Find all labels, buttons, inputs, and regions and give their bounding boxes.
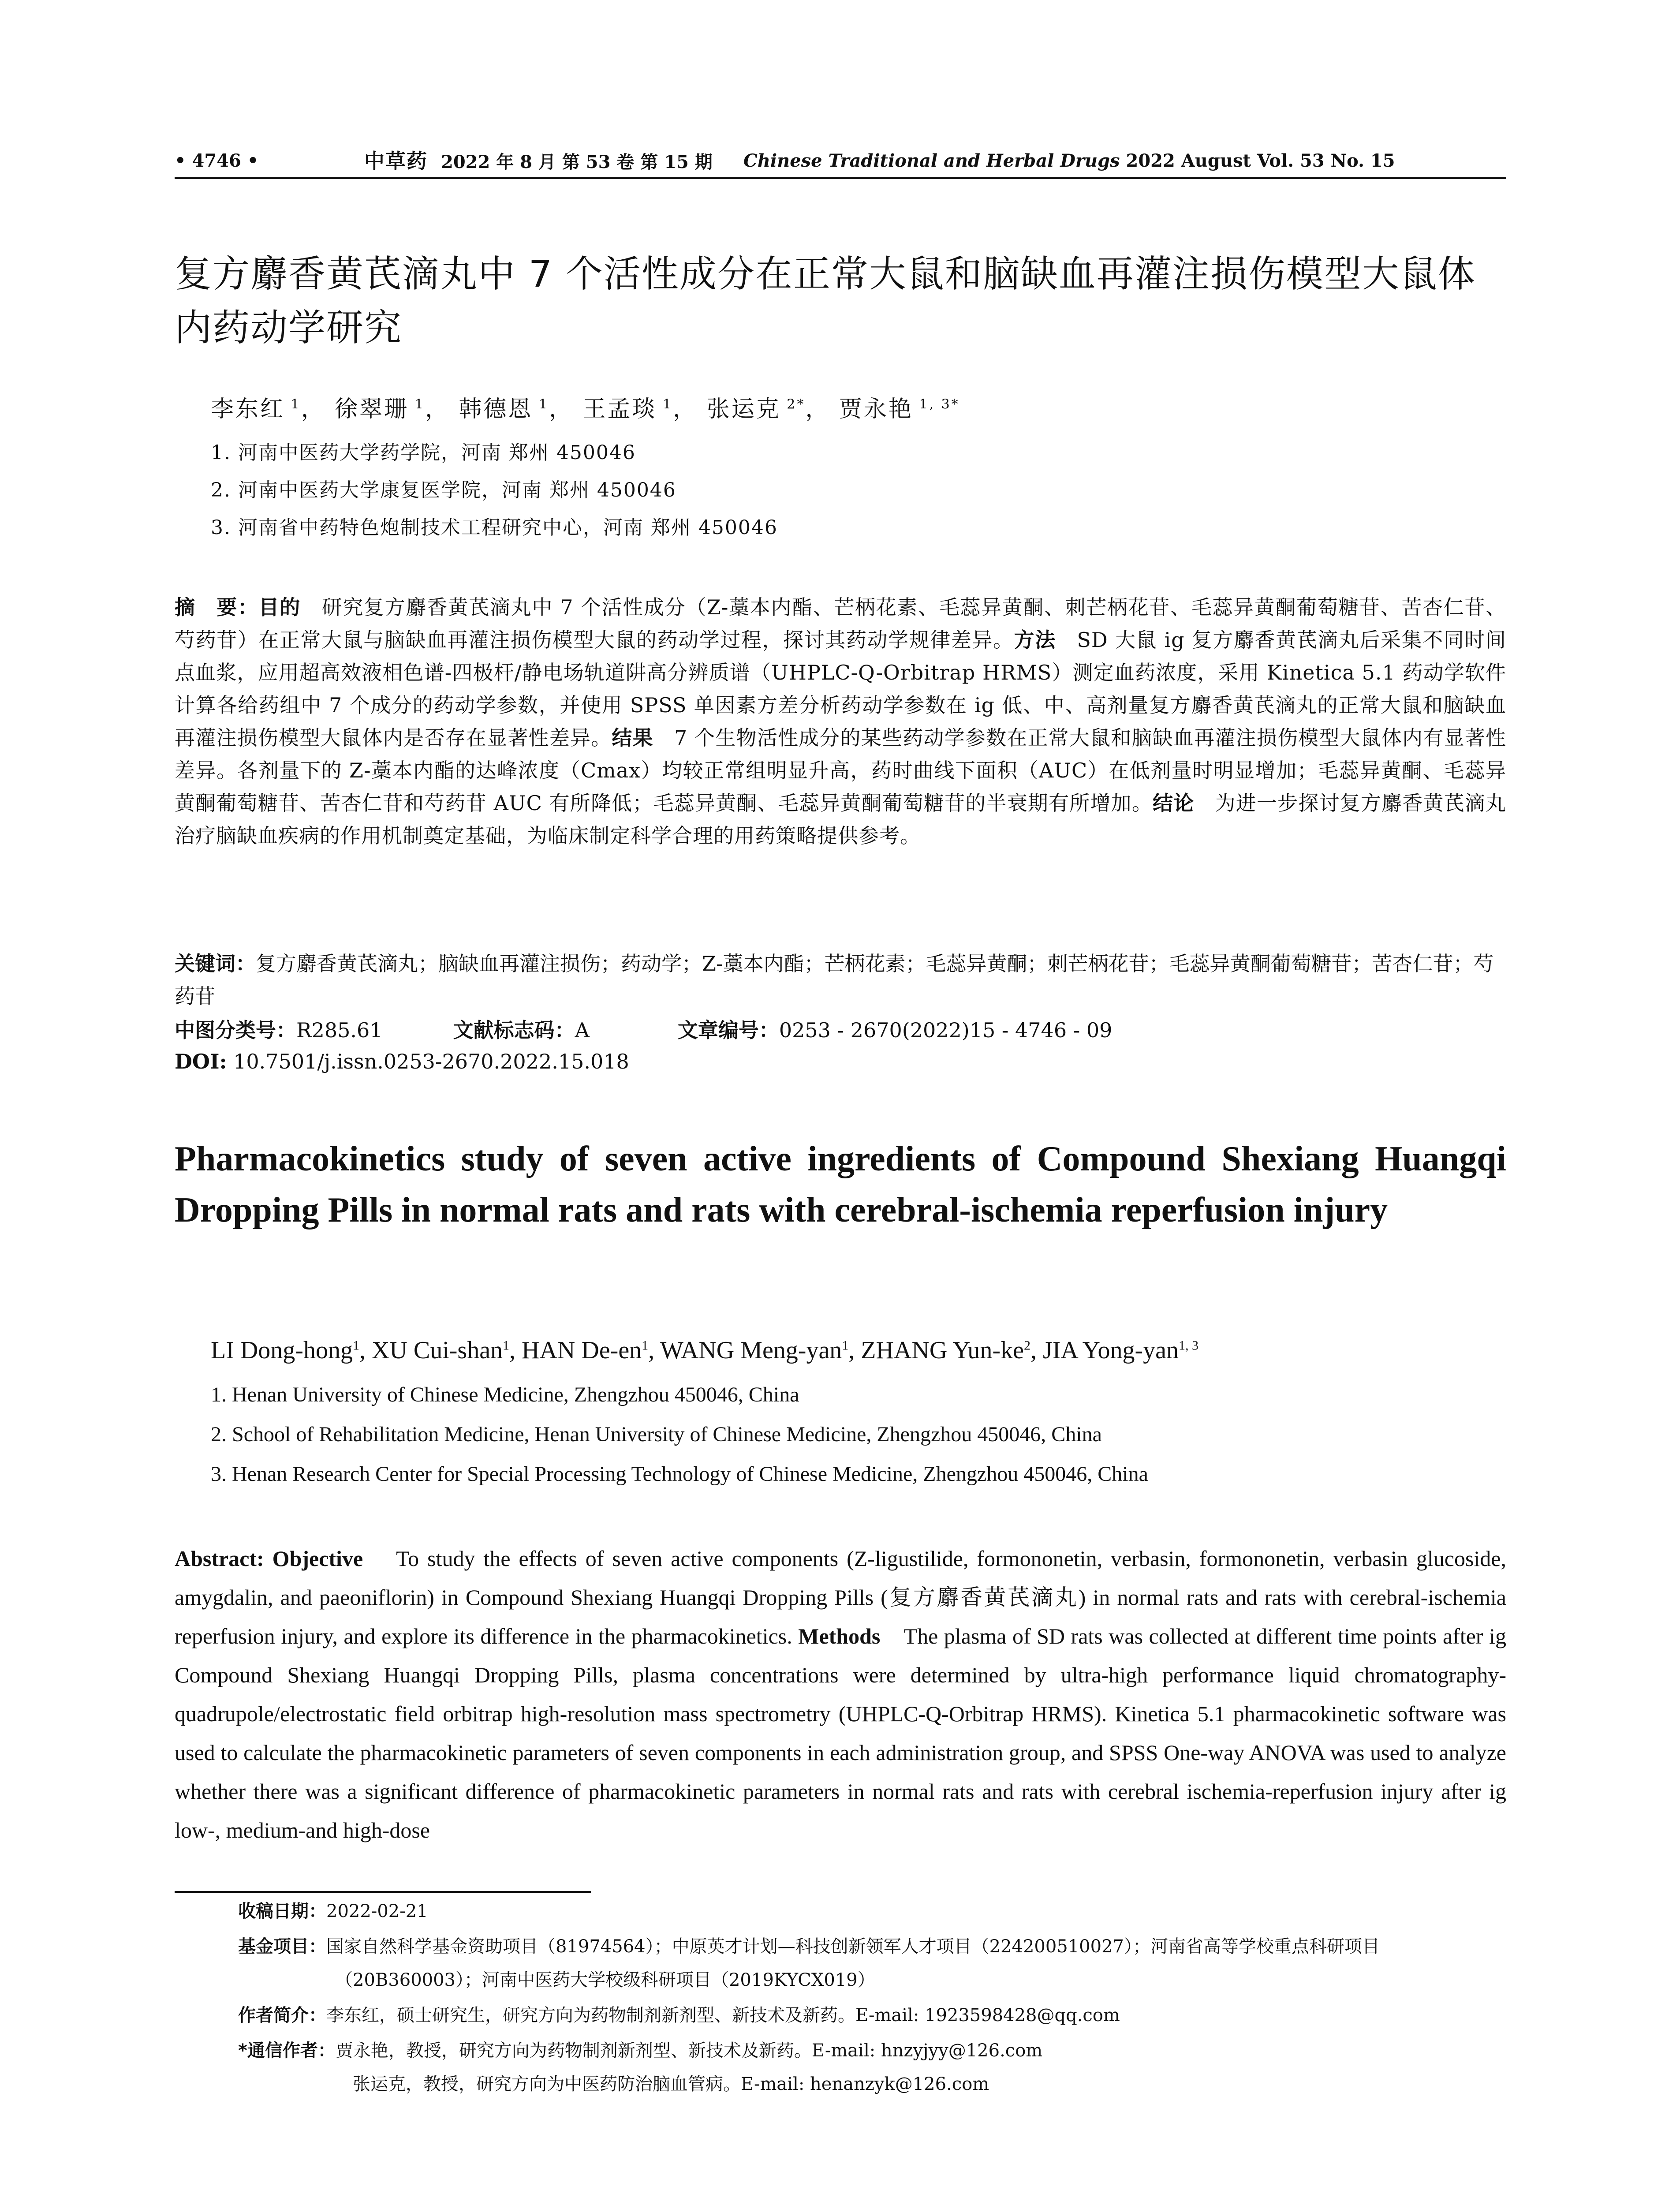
fund-line-1 [238,1932,1506,1961]
page-number: • 4746 • [175,150,259,171]
keywords-cn [175,947,1506,1013]
doi-label: DOI: [175,1050,227,1073]
doc-code-value: A [575,1018,590,1042]
received-date [238,1897,428,1925]
author-en: LI Dong-hong$^1$ [211,1337,359,1364]
affiliation-cn-3: 3. 河南省中药特色炮制技术工程研究中心，河南 郑州 450046 [211,516,778,539]
objective-text-en: To study the effects of seven active components (Z-ligustilide, formononetin, verbasin, formononetin, verbasin glucoside, amygdalin, and paeoniflorin) in Compound Shexiang Huangqi Dropping Pills (复方麝香黄芪滴丸) in normal rats and rats with cerebral-ischemia reperfusion injury, and explore its difference in the pharmacokinetics. [175,1546,1506,1648]
abstract-label-cn: 摘 要： [175,595,259,619]
journal-name-cn: 中草药 [364,149,428,173]
author-cn: 韩德恩 $^1$ [459,396,549,422]
objective-label-cn: 目的 [258,595,301,619]
affiliation-en-2: 2. School of Rehabilitation Medicine, Henan University of Chinese Medicine, Zhengzhou 450046, China [211,1423,1102,1446]
article-no-value: 0253 - 2670(2022)15 - 4746 - 09 [779,1018,1113,1042]
results-label-cn: 结果 [612,726,653,750]
doi-line [175,1050,629,1073]
footnote-rule [175,1891,591,1893]
clc-value: R285.61 [296,1018,383,1042]
doc-code-label: 文献标志码： [453,1018,575,1042]
title-cn: 复方麝香黄芪滴丸中 7 个活性成分在正常大鼠和脑缺血再灌注损伤模型大鼠体内药动学研究 [175,252,1476,349]
author-cn: 王孟琰 $^1$ [582,396,673,422]
author-cn: 张运克 $^{2*}$ [706,396,806,422]
conclusion-label-cn: 结论 [1153,791,1195,815]
author-en: ZHANG Yun-$ke^2$ [861,1337,1030,1364]
author-en: HAN $De-en^1$ [522,1337,649,1364]
authors-cn: 李东红 $^1$， 徐翠珊 $^1$， 韩德恩 $^1$， 王孟琰 $^1$， 张运克 $^{2*}$， 贾永艳 $^{1, 3*}$ [211,396,960,422]
corr-value-1: 贾永艳，教授，研究方向为药物制剂新剂型、新技术及新药。E-mail: hnzyjyy@126.com [335,2041,1043,2061]
author-bio [238,2001,1120,2029]
author-en: JIA Yong-yan$^{1, 3}$ [1042,1337,1198,1364]
affiliation-en-1: 1. Henan University of Chinese Medicine, Zhengzhou 450046, China [211,1383,799,1406]
corr-label: *通信作者： [238,2041,336,2061]
journal-name-en: Chinese Traditional and Herbal Drugs [743,150,1120,171]
keywords-text: 复方麝香黄芪滴丸；脑缺血再灌注损伤；药动学；Z-藁本内酯；芒柄花素；毛蕊异黄酮；刺芒柄花苷；毛蕊异黄酮葡萄糖苷；苦杏仁苷；芍药苷 [175,952,1494,1008]
header-rule [175,177,1506,179]
methods-text-en: The plasma of SD rats was collected at different time points after ig Compound Shexiang Huangqi Dropping Pills, plasma concentrations were determined by ultra-high performance liquid chromatography-quadrupole/electrostatic field orbitrap high-resolution mass spectrometry (UHPLC-Q-Orbitrap HRMS). Kinetica 5.1 pharmacokinetic software was used to calculate the pharmacokinetic parameters of seven components in each administration group, and SPSS One-way ANOVA was used to analyze whether there was a significant difference of pharmacokinetic parameters in normal rats and rats with cerebral ischemia-reperfusion injury after ig low-, medium-and high-dose [175,1624,1506,1842]
author-cn: 贾永艳 $^{1, 3*}$ [839,396,960,422]
doi-value[interactable]: 10.7501/j.issn.0253-2670.2022.15.018 [233,1050,629,1073]
article-no-label: 文章编号： [677,1018,779,1042]
abstract-en [175,1539,1506,1850]
issue-en: 2022 August Vol. 53 No. 15 [1126,150,1395,171]
received-value: 2022-02-21 [326,1901,428,1921]
affiliation-cn-1: 1. 河南中医药大学药学院，河南 郑州 450046 [211,441,636,464]
authors-en: LI Dong-hong$^1$, XU Cui-shan$^1$, HAN $De-en^1$, WANG Meng-yan$^1$, ZHANG Yun-$ke^2$, JIA Yong-yan$^{1, 3}$ [211,1337,1198,1364]
bio-value: 李东红，硕士研究生，研究方向为药物制剂新剂型、新技术及新药。E-mail: 1923598428@qq.com [326,2005,1120,2026]
running-header [175,146,1506,176]
abstract-cn [175,591,1506,852]
methods-text-cn: SD 大鼠 ig 复方麝香黄芪滴丸后采集不同时间点血浆，应用超高效液相色谱-四极杆/静电场轨道阱高分辨质谱（UHPLC-Q-Orbitrap HRMS）测定血药浓度，采用 Kinetica 5.1 药动学软件计算各给药组中 7 个成分的药动学参数，并使用 SPSS 单因素方差分析药动学参数在 ig 低、中、高剂量复方麝香黄芪滴丸的正常大鼠和脑缺血再灌注损伤模型大鼠体内是否存在显著性差异。 [175,628,1507,750]
fund-label: 基金项目： [238,1936,326,1957]
author-cn: 徐翠珊 $^1$ [335,396,425,422]
affiliation-en-3: 3. Henan Research Center for Special Processing Technology of Chinese Medicine, Zhengzhou 450046, China [211,1462,1148,1486]
clc-label: 中图分类号： [175,1018,296,1042]
issue-cn: 2022 年 8 月 第 53 卷 第 15 期 [441,152,713,172]
bio-label: 作者简介： [238,2005,326,2026]
journal-issue-cn [364,146,713,178]
fund-line-2: （20B360003）；河南中医药大学校级科研项目（2019KYCX019） [335,1970,875,1990]
journal-issue-en [743,146,1395,176]
fund-value-1: 国家自然科学基金资助项目（81974564）；中原英才计划—科技创新领军人才项目（224200510027）；河南省高等学校重点科研项目 [326,1936,1380,1957]
affiliation-cn-2: 2. 河南中医药大学康复医学院，河南 郑州 450046 [211,479,676,501]
title-en: Pharmacokinetics study of seven active ingredients of Compound Shexiang Huangqi Dropping Pills in normal rats and rats with cerebral-ischemia reperfusion injury [175,1140,1506,1230]
methods-label-en: Methods [798,1624,881,1648]
corresponding-author-2: 张运克，教授，研究方向为中医药防治脑血管病。E-mail: henanzyk@126.com [353,2074,989,2094]
keywords-label: 关键词： [175,952,256,975]
objective-text-cn: 研究复方麝香黄芪滴丸中 7 个活性成分（Z-藁本内酯、芒柄花素、毛蕊异黄酮、刺芒柄花苷、毛蕊异黄酮葡萄糖苷、苦杏仁苷、芍药苷）在正常大鼠与脑缺血再灌注损伤模型大鼠的药动学过程，探讨其药动学规律差异。 [175,595,1507,652]
results-text-cn: 7 个生物活性成分的某些药动学参数在正常大鼠和脑缺血再灌注损伤模型大鼠体内有显著性差异。各剂量下的 Z-藁本内酯的达峰浓度（Cmax）均较正常组明显升高，药时曲线下面积（AUC）在低剂量时明显增加；毛蕊异黄酮、毛蕊异黄酮葡萄糖苷、苦杏仁苷和芍药苷 AUC 有所降低；毛蕊异黄酮、毛蕊异黄酮葡萄糖苷的半衰期有所增加。 [175,726,1507,815]
author-en: WANG Meng-yan$^1$ [660,1337,849,1364]
received-label: 收稿日期： [238,1901,326,1921]
conclusion-text-cn: 为进一步探讨复方麝香黄芪滴丸治疗脑缺血疾病的作用机制奠定基础，为临床制定科学合理的用药策略提供参考。 [175,791,1507,848]
author-cn: 李东红 $^1$ [211,396,301,422]
corresponding-author-1 [238,2037,1042,2065]
abstract-label-en: Abstract: Objective [175,1546,363,1571]
classification-line [175,1014,1112,1043]
author-en: XU Cui-shan$^1$ [371,1337,510,1364]
methods-label-cn: 方法 [1014,628,1056,652]
